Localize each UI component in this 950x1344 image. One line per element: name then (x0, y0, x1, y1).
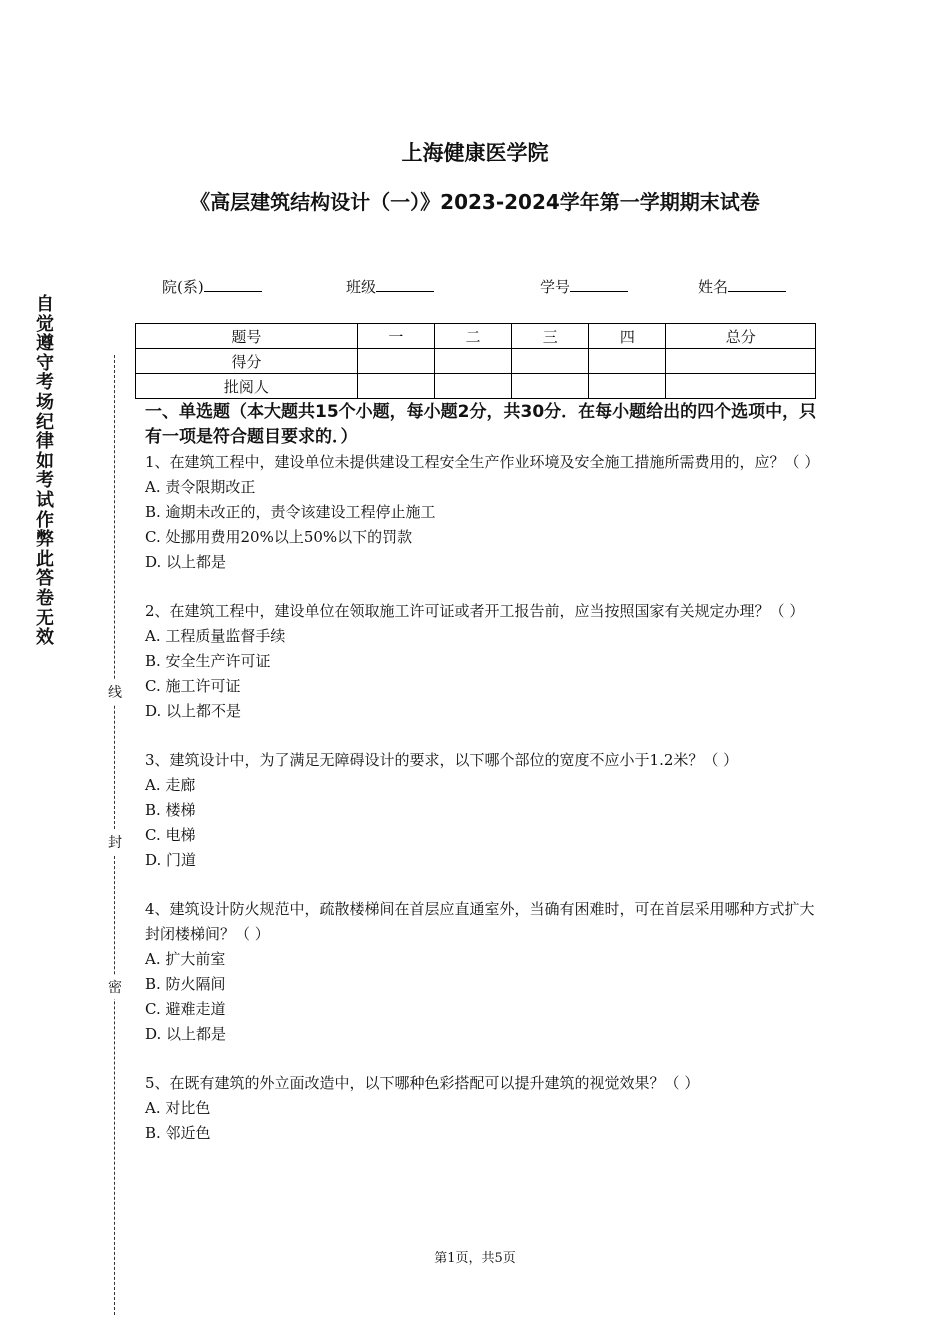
question-text: 2、在建筑工程中，建设单位在领取施工许可证或者开工报告前，应当按照国家有关规定办理？（ ） (145, 602, 805, 620)
score-cell (666, 349, 816, 374)
score-header-cell: 四 (589, 324, 666, 349)
option-c: C. 施工许可证 (145, 677, 241, 695)
option-d: D. 以上都是 (145, 553, 227, 571)
score-row-label: 得分 (136, 349, 358, 374)
question-4 (145, 897, 820, 1047)
reviewer-cell (357, 374, 434, 399)
section-heading: 一、单选题（本大题共15个小题，每小题2分，共30分．在每小题给出的四个选项中，只有一项是符合题目要求的．） (145, 402, 817, 447)
seal-word-line: 线 (105, 680, 125, 704)
reviewer-cell (512, 374, 589, 399)
department-label: 院(系) (162, 278, 204, 296)
reviewer-cell (434, 374, 511, 399)
class-field (346, 276, 434, 297)
question-2 (145, 599, 820, 724)
question-1 (145, 450, 820, 575)
reviewer-cell (666, 374, 816, 399)
reviewer-row-label: 批阅人 (136, 374, 358, 399)
option-b: B. 邻近色 (145, 1124, 211, 1142)
option-a: A. 工程质量监督手续 (145, 627, 286, 645)
student-id-blank (570, 277, 628, 292)
option-a: A. 责令限期改正 (145, 478, 256, 496)
question-5 (145, 1071, 820, 1146)
option-d: D. 以上都是 (145, 1025, 227, 1043)
reviewer-row (136, 374, 816, 399)
seal-word-secret: 密 (105, 975, 125, 999)
page-number: 第1页，共5页 (434, 1251, 516, 1266)
score-cell (357, 349, 434, 374)
department-blank (204, 277, 262, 292)
score-header-cell: 二 (434, 324, 511, 349)
score-cell (589, 349, 666, 374)
class-blank (376, 277, 434, 292)
option-d: D. 以上都不是 (145, 702, 242, 720)
exam-title: 《高层建筑结构设计（一）》2023-2024学年第一学期期末试卷 (190, 190, 760, 214)
option-a: A. 扩大前室 (145, 950, 226, 968)
student-id-field (540, 276, 628, 297)
name-field (698, 276, 786, 297)
score-row (136, 349, 816, 374)
option-b: B. 防火隔间 (145, 975, 226, 993)
option-a: A. 走廊 (145, 776, 196, 794)
score-cell (512, 349, 589, 374)
score-header-cell: 一 (357, 324, 434, 349)
question-text: 3、建筑设计中，为了满足无障碍设计的要求，以下哪个部位的宽度不应小于1.2米？（ ） (145, 751, 739, 769)
class-label: 班级 (346, 278, 377, 296)
student-id-label: 学号 (540, 278, 571, 296)
question-3 (145, 748, 820, 873)
score-header-cell: 三 (512, 324, 589, 349)
name-blank (728, 277, 786, 292)
score-header-cell: 总分 (666, 324, 816, 349)
department-field (162, 276, 262, 297)
name-label: 姓名 (698, 278, 729, 296)
option-b: B. 逾期未改正的，责令该建设工程停止施工 (145, 503, 436, 521)
option-b: B. 安全生产许可证 (145, 652, 271, 670)
exam-content (145, 400, 820, 1146)
score-table (135, 323, 816, 399)
question-text: 5、在既有建筑的外立面改造中，以下哪种色彩搭配可以提升建筑的视觉效果？（ ） (145, 1074, 700, 1092)
option-a: A. 对比色 (145, 1099, 211, 1117)
option-c: C. 处挪用费用20%以上50%以下的罚款 (145, 528, 413, 546)
exam-discipline-notice: 自觉遵守考场纪律如考试作弊此答卷无效 (36, 294, 54, 649)
question-text: 1、在建筑工程中，建设单位未提供建设工程安全生产作业环境及安全施工措施所需费用的，应？（ ） (145, 453, 820, 471)
option-b: B. 楼梯 (145, 801, 196, 819)
question-text: 4、建筑设计防火规范中，疏散楼梯间在首层应直通室外，当确有困难时，可在首层采用哪种方式扩大封闭楼梯间？（ ） (145, 900, 815, 943)
option-c: C. 电梯 (145, 826, 196, 844)
score-cell (434, 349, 511, 374)
seal-word-seal: 封 (105, 830, 125, 854)
school-name: 上海健康医学院 (401, 141, 549, 165)
option-c: C. 避难走道 (145, 1000, 226, 1018)
reviewer-cell (589, 374, 666, 399)
score-header-cell: 题号 (136, 324, 358, 349)
option-d: D. 门道 (145, 851, 197, 869)
score-table-header-row (136, 324, 816, 349)
